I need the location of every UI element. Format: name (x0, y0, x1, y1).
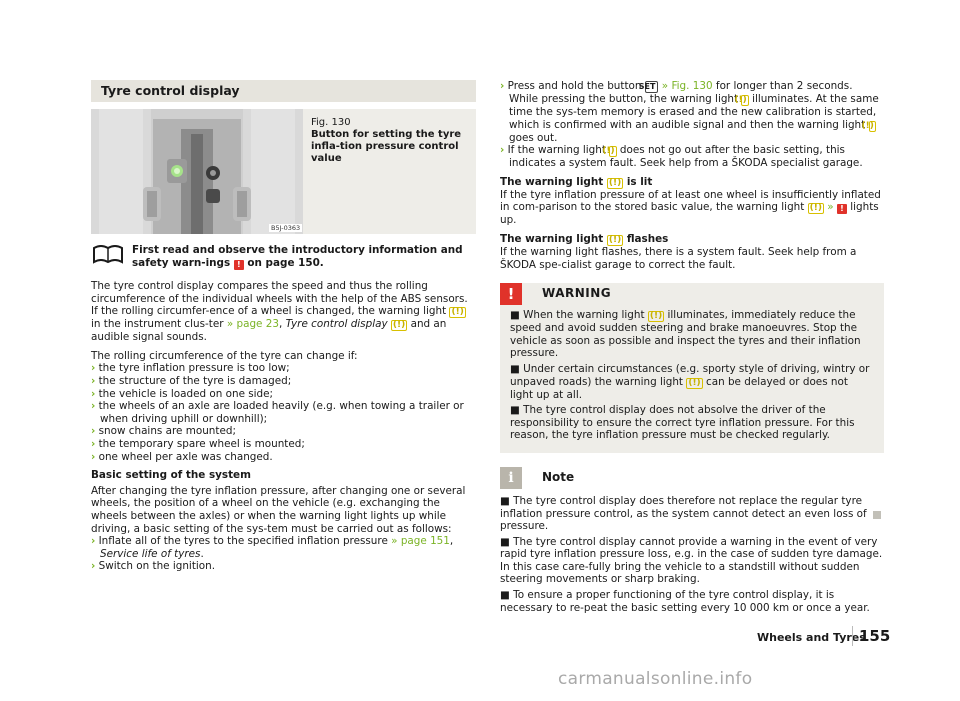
section-title: Tyre control display (91, 80, 476, 102)
list-item: ■ When the warning light (!) illuminates, immediately reduce the speed and avoid sudden steering and brake manoeuvres. Stop the vehicle as soon as possible and inspect the tyres and their inflation pressure. (510, 309, 861, 360)
figure-number: Fig. 130 (311, 117, 351, 128)
list-item: › the wheels of an axle are loaded heavily (e.g. when towing a trailer or when driving uphill or downhill); (91, 400, 464, 425)
warning-triangle-icon: ! (234, 260, 244, 270)
tyre-warning-icon: (!) (451, 307, 464, 318)
warning-title: WARNING (542, 286, 612, 301)
warning-body (500, 305, 884, 442)
warning-header (500, 283, 884, 305)
tyre-warning-icon: (!) (608, 177, 622, 188)
watermark: carmanualsonline.info (558, 669, 753, 689)
intro-paragraph (91, 280, 476, 344)
tyre-warning-icon: (!) (392, 320, 406, 331)
list-item: › the tyre inflation pressure is too low; (91, 362, 290, 375)
figure-caption (311, 117, 471, 165)
read-first-text-a: First read and observe the introductory information and safety warn-ings (132, 244, 463, 269)
tyre-warning-icon: (!) (734, 95, 747, 105)
flash-heading: The warning light (!) flashes (500, 232, 669, 245)
warning-triangle-icon: ! (837, 204, 847, 214)
figure-code: B5J-0363 (271, 224, 301, 232)
tyre-warning-icon: (!) (688, 377, 701, 388)
figure-box (91, 109, 476, 234)
list-item: › Press and hold the button SET » Fig. 130 for longer than 2 seconds. While pressing the button, the warning light (!) illuminates. At the same time the sys-tem memory is erased and the new calibration is started, which is confirmed with an audible signal and then the warning light (!) goes out. (500, 80, 879, 144)
figure-image (91, 109, 303, 234)
tyre-warning-icon: (!) (608, 234, 622, 245)
read-first-link[interactable]: on page 150. (247, 256, 324, 269)
basic-setting-heading: Basic setting of the system (91, 469, 251, 482)
tyre-warning-icon: (!) (809, 203, 822, 214)
rolling-circumference-intro: The rolling circumference of the tyre can change if: (91, 349, 358, 362)
page-151-link[interactable]: » page 151 (391, 535, 450, 548)
list-item: › the structure of the tyre is damaged; (91, 374, 292, 387)
page-number: 155 (852, 626, 890, 646)
note-title: Note (542, 469, 575, 484)
list-item: › If the warning light (!) does not go out after the basic setting, this indicates a system fault. Seek help from a ŠKODA specialist garage. (500, 144, 863, 170)
lit-paragraph: If the tyre inflation pressure of at least one wheel is insufficiently inflated in com-parison to the stored basic value, the warning light (!) » ! lights up. (500, 188, 881, 227)
list-item: ■ The tyre control display cannot provide a warning in the event of very rapid tyre inflation pressure loss, e.g. in the case of sudden tyre damage. In this case care-fully bring the vehicle to a standstill without sudden steering movements or sharp braking. (500, 535, 883, 586)
list-item: ■ To ensure a proper functioning of the tyre control display, it is necessary to re-peat the basic setting every 10 000 km or once a year. (500, 589, 870, 614)
right-column (500, 80, 884, 617)
intro-comma: , (278, 318, 283, 331)
intro-text-a: The tyre control display compares the speed and thus the rolling circumference of the individual wheels with the help of the ABS sensors. If the rolling circumfer-ence of a wheel is changed, the warning light (91, 280, 468, 318)
page-23-link[interactable]: » page 23 (226, 318, 279, 331)
warning-exclamation-icon: ! (500, 283, 522, 305)
list-item: › the vehicle is loaded on one side; (91, 387, 274, 400)
info-icon: i (500, 467, 522, 489)
set-button-icon: SET (645, 81, 659, 93)
read-first-notice (91, 244, 476, 274)
list-item: ■ The tyre control display does therefore not replace the regular tyre inflation pressure control, as the system cannot detect an even loss of pressure. (500, 494, 867, 533)
list-item: › Switch on the ignition. (91, 560, 216, 573)
fig-130-link[interactable]: » Fig. 130 (661, 80, 713, 92)
warning-box (500, 283, 884, 453)
tyre-warning-icon: (!) (861, 120, 874, 131)
list-item: ■ The tyre control display does not absolve the driver of the responsibility to ensure the correct tyre inflation pressure. For this reason, the tyre inflation pressure must be checked regularly. (510, 404, 855, 442)
tyre-warning-icon: (!) (602, 146, 615, 157)
list-item: ■ Under certain circumstances (e.g. sporty style of driving, wintry or unpaved roads) the warning light (!) can be delayed or does not light up at all. (510, 362, 870, 401)
footer-chapter-title: Wheels and Tyres (757, 631, 866, 644)
figure-title: Button for setting the tyre infla-tion pressure control value (311, 129, 462, 164)
list-item: › Inflate all of the tyres to the specified inflation pressure » page 151, Service life of tyres. (91, 535, 454, 560)
list-item: › the temporary spare wheel is mounted; (91, 437, 305, 450)
intro-text-d: and an audible signal sounds. (91, 318, 447, 344)
list-item: › one wheel per axle was changed. (91, 450, 273, 463)
tyre-warning-icon: (!) (649, 311, 663, 322)
open-book-icon (92, 244, 124, 264)
left-column (91, 80, 476, 573)
section-end-marker (873, 511, 881, 519)
lit-heading: The warning light (!) is lit (500, 175, 653, 188)
cause-list (91, 362, 476, 463)
note-body (500, 491, 884, 614)
list-item: › snow chains are mounted; (91, 425, 236, 438)
flash-paragraph: If the warning light flashes, there is a system fault. Seek help from a ŠKODA spe-cialist garage to correct the fault. (500, 245, 857, 271)
intro-italic: Tyre control display (285, 318, 388, 331)
note-header (500, 467, 884, 491)
intro-text-b: in the instrument clus-ter (91, 318, 224, 331)
basic-setting-paragraph: After changing the tyre inflation pressure, after changing one or several wheels, the position of a wheel on the vehicle (e.g. exchanging the wheels between the axles) or when the warning light lights up while driving, a basic setting of the sys-tem must be carried out as follows: (91, 484, 466, 535)
seat-console-illustration (91, 109, 303, 234)
